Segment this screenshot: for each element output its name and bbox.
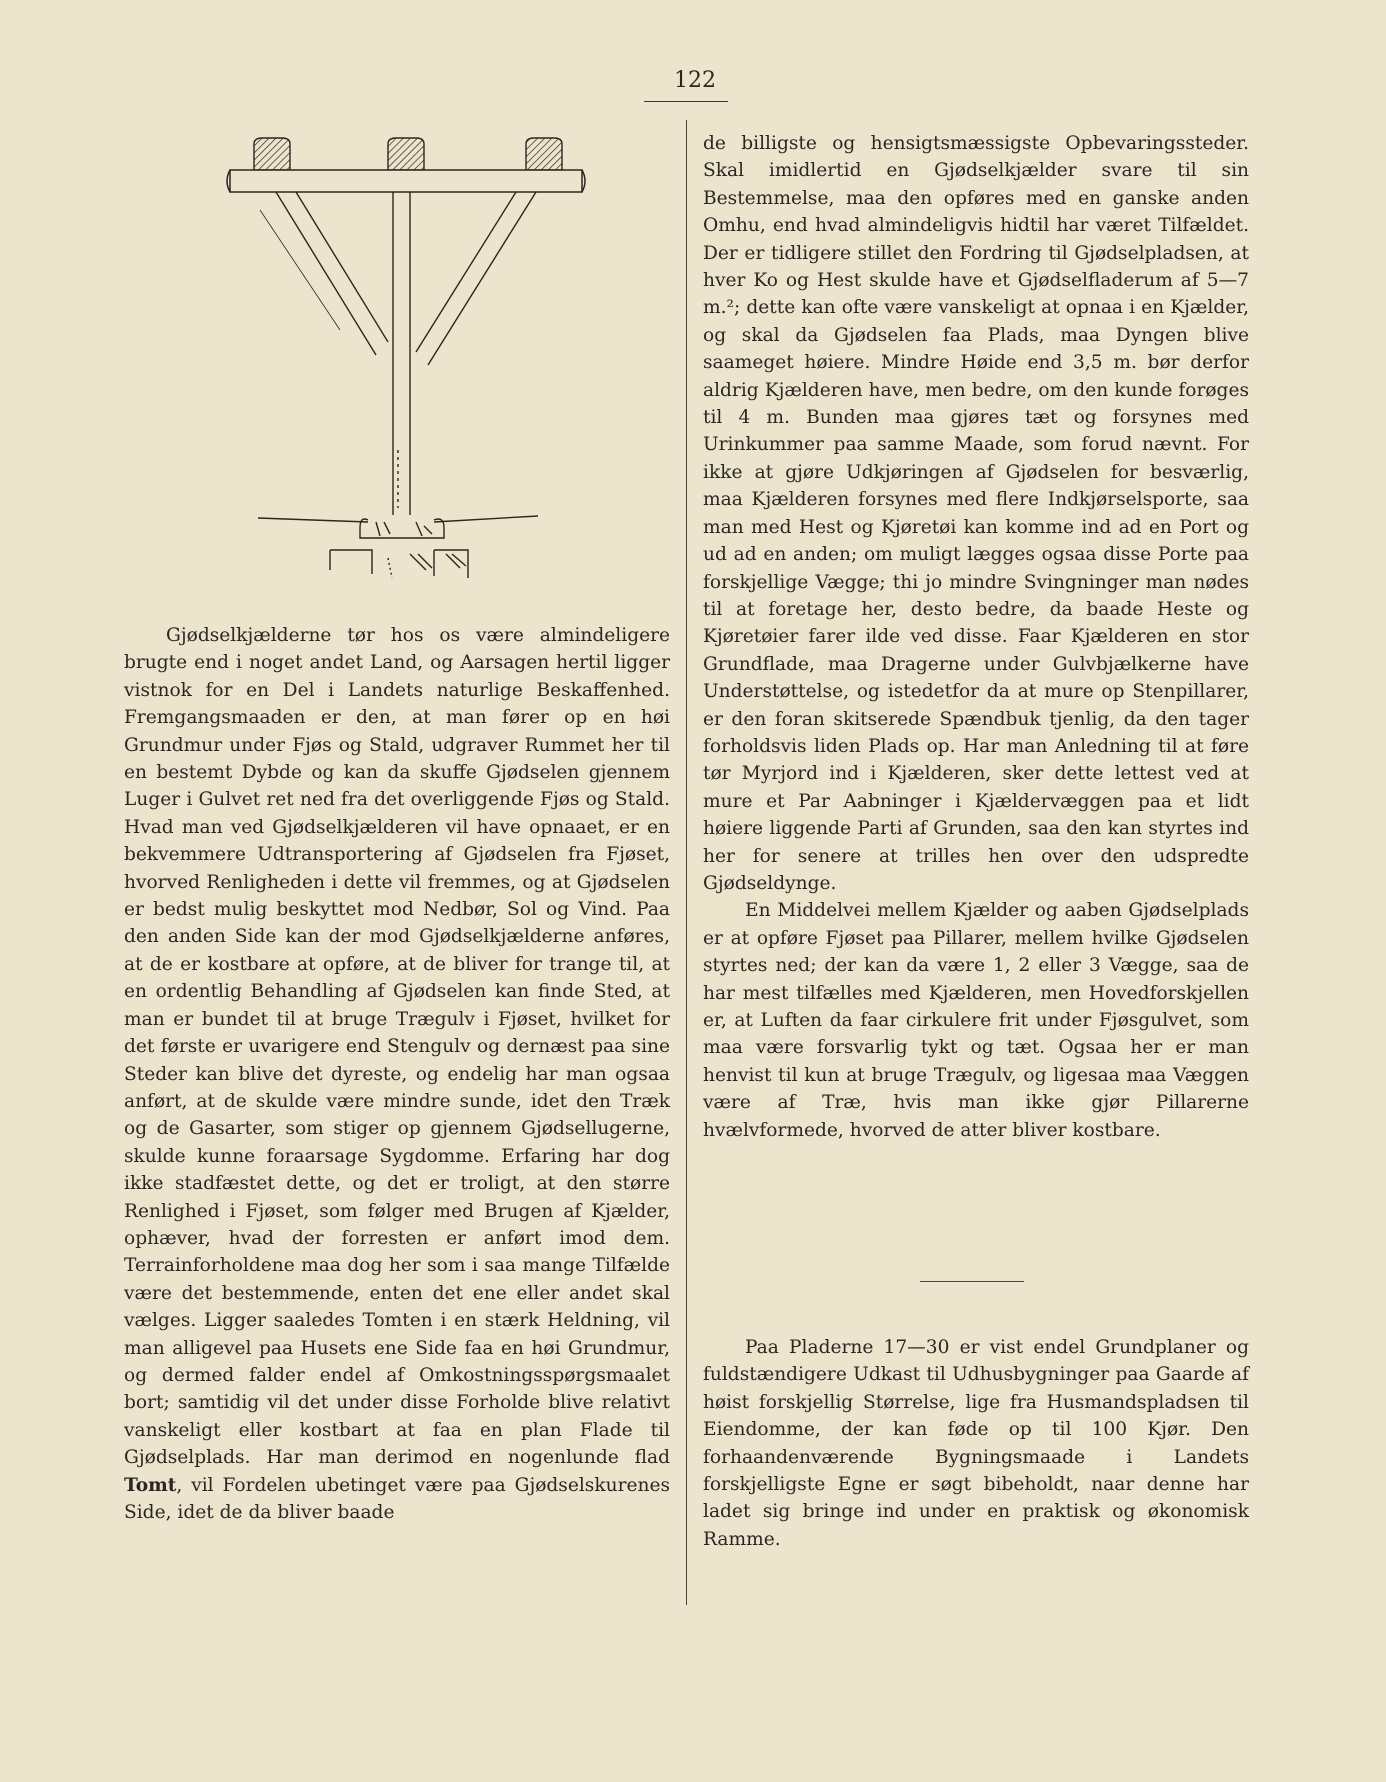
section-rule — [920, 1281, 1024, 1282]
right-paragraph-3: Paa Pladerne 17—30 er vist endel Grundplaner og fuldstændigere Udkast til Udhusbygninger paa Gaarde af høist forskjellig Størrelse, lige fra Husmandspladsen til Eiendomme, der kan føde op til 100 Kjør. Den forhaandenværende Bygningsmaade i Landets forskjelligste Egne er søgt bibeholdt, naar denne har ladet sig bringe ind under en praktisk og økonomisk Ramme. — [703, 1337, 1249, 1550]
beam-section-right — [526, 138, 562, 170]
trestle-support-figure — [220, 130, 600, 590]
right-continuation-paragraph: de billigste og hensigtsmæssigste Opbevaringssteder. Skal imidlertid en Gjødselkjælder svare til sin Bestemmelse, maa den opføres med en ganske anden Omhu, end hvad almindeligvis hidtil har været Tilfældet. Der er tidligere stillet den Fordring til Gjødselpladsen, at hver Ko og Hest skulde have et Gjødselfladerum af 5—7 m.²; dette kan ofte være vanskeligt at opnaa i en Kjælder, og skal da Gjødselen faa Plads, maa Dyngen blive saameget høiere. Mindre Høide end 3,5 m. bør derfor aldrig Kjælderen have, men bedre, om den kunde forøges til 4 m. Bunden maa gjøres tæt og forsynes med Urinkummer paa samme Maade, som forud nævnt. For ikke at gjøre Udkjøringen af Gjødselen for besværlig, maa Kjælderen forsynes med flere Indkjørselsporte, saa man med Hest og Kjøretøi kan komme ind ad en Port og ud ad en anden; om muligt lægges ogsaa disse Porte paa forskjellige Vægge; thi jo mindre Svingninger man nødes til at foretage her, desto bedre, da baade Heste og Kjøretøier farer ilde ved disse. Faar Kjælderen en stor Grundflade, maa Dragerne under Gulvbjælkerne have Understøttelse, og istedetfor da at mure op Stenpillarer, er den foran skitserede Spændbuk tjenlig, da den tager forholdsvis liden Plads op. Har man Anledning til at føre tør Myrjord ind i Kjælderen, sker dette lettest ved at mure et Par Aabninger i Kjældervæggen paa et lidt høiere liggende Parti af Grunden, saa den kan styrtes ind her for senere at trilles hen over den udspredte Gjødseldynge. — [703, 133, 1249, 894]
ground-line — [258, 516, 538, 522]
right-column-text — [703, 130, 1249, 1144]
page-number-rule — [644, 101, 728, 102]
left-paragraph-bold-word: Tomt — [124, 1474, 177, 1496]
trestle-post — [393, 192, 410, 515]
beam-section-middle — [388, 138, 424, 170]
page-number: 122 — [674, 68, 716, 93]
beam-section-left — [254, 138, 290, 170]
left-paragraph-end: , vil Fordelen ubetinget være paa Gjødselskurenes Side, idet de da bliver baade — [124, 1474, 670, 1523]
left-paragraph-body: Gjødselkjælderne tør hos os være almindeligere brugte end i noget andet Land, og Aarsagen hertil ligger vistnok for en Del i Landets naturlige Beskaffenhed. Fremgangsmaaden er den, at man fører op en høi Grundmur under Fjøs og Stald, udgraver Rummet her til en bestemt Dybde og kan da skuffe Gjødselen gjennem Luger i Gulvet ret ned fra det overliggende Fjøs og Stald. Hvad man ved Gjødselkjælderen vil have opnaaet, er en bekvemmere Udtransportering af Gjødselen fra Fjøset, hvorved Renligheden i dette vil fremmes, og at Gjødselen er bedst mulig beskyttet mod Nedbør, Sol og Vind. Paa den anden Side kan der mod Gjødselkjælderne anføres, at de er kostbare at opføre, at de bliver for trange til, at en ordentlig Behandling af Gjødselen kan finde Sted, at man er bundet til at bruge Trægulv i Fjøset, hvilket for det første er uvarigere end Stengulv og dernæst paa sine Steder kan blive det dyreste, og endelig har man ogsaa anført, at de skulde være mindre sunde, idet den Træk og de Gasarter, som stiger op gjennem Gjødsellugerne, skulde kunne foraarsage Sygdomme. Erfaring har dog ikke stadfæstet dette, og det er troligt, at den større Renlighed i Fjøset, som følger med Brugen af Kjælder, ophæver, hvad der forresten er anført imod dem. Terrainforholdene maa dog her som i saa mange Tilfælde være det bestemmende, enten det ene eller andet skal vælges. Ligger saaledes Tomten i en stærk Heldning, vil man alligevel paa Husets ene Side faa en høi Grundmur, og dermed falder endel af Omkostningsspørgsmaalet bort; samtidig vil det under disse Forholde blive relativt vanskeligt eller kostbart at faa en plan Flade til Gjødselplads. Har man derimod en nogenlunde flad — [124, 625, 670, 1469]
left-column-text — [124, 622, 670, 1526]
foundation-block — [330, 519, 468, 578]
right-paragraph-2: En Middelvei mellem Kjælder og aaben Gjødselplads er at opføre Fjøset paa Pillarer, mellem hvilke Gjødselen styrtes ned; der kan da være 1, 2 eller 3 Vægge, saa de har mest tilfælles med Kjælderen, men Hovedforskjellen er, at Luften da faar cirkulere frit under Fjøsgulvet, som maa være forsvarlig tykt og tæt. Ogsaa her er man henvist til kun at bruge Trægulv, og ligesaa maa Væggen være af Træ, hvis man ikke gjør Pillarerne hvælvformede, hvorved de atter bliver kostbare. — [703, 900, 1249, 1141]
trestle-braces — [260, 192, 536, 365]
left-paragraph — [124, 622, 670, 1526]
girder — [227, 170, 585, 192]
plates-paragraph-block — [703, 1334, 1249, 1553]
column-divider — [686, 120, 687, 1605]
